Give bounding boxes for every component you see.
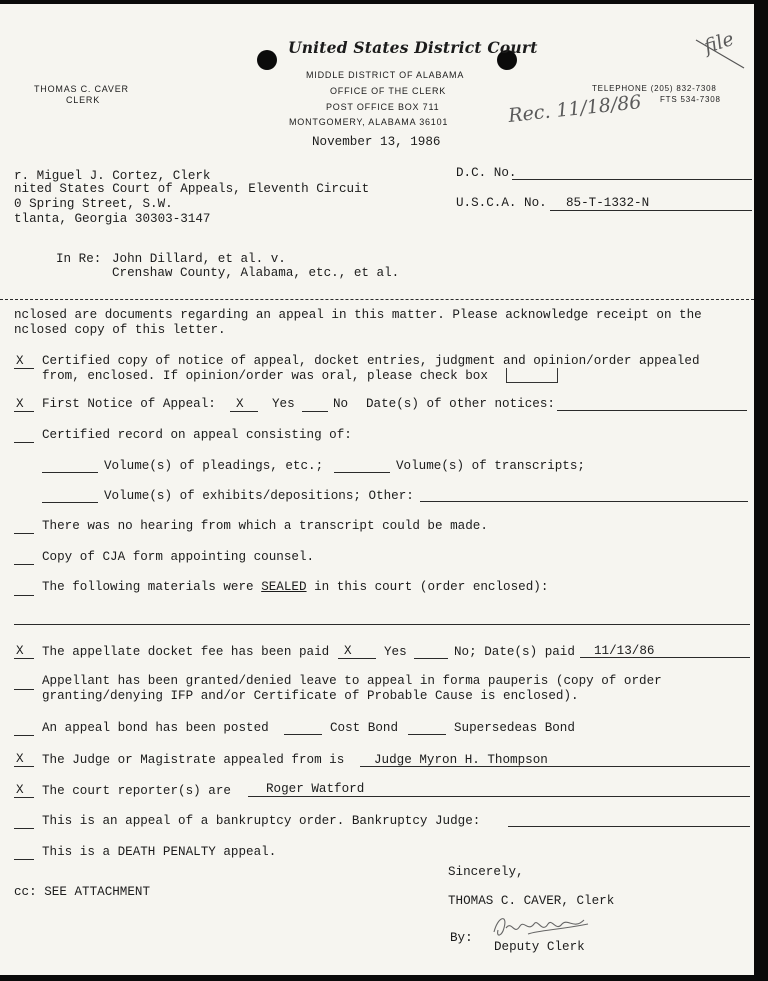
fee-yes: Yes (384, 645, 407, 659)
certified-copy-blank (14, 368, 34, 369)
telephone: TELEPHONE (205) 832-7308 (592, 84, 717, 93)
record-label: Certified record on appeal consisting of: (42, 428, 352, 442)
transcripts-blank (334, 472, 390, 473)
sealed-before: The following materials were (42, 580, 254, 594)
judge-label: The Judge or Magistrate appealed from is (42, 753, 345, 767)
intro-line2: nclosed copy of this letter. (14, 323, 226, 337)
pleadings-blank (42, 472, 98, 473)
bankruptcy: This is an appeal of a bankruptcy order. Bankruptcy Judge: (42, 814, 481, 828)
usca-no-label: U.S.C.A. No. (456, 196, 547, 210)
clerk-name: THOMAS C. CAVER (34, 84, 129, 94)
fee-blank (14, 658, 34, 659)
district: MIDDLE DISTRICT OF ALABAMA (306, 70, 465, 80)
transcripts-label: Volume(s) of transcripts; (396, 459, 585, 473)
fee-no-date: No; Date(s) paid (454, 645, 575, 659)
file-mark (690, 26, 750, 83)
received-mark: Rec. 11/18/86 (507, 91, 643, 127)
fee-no-blank (414, 658, 448, 659)
file-mark-text: file (701, 27, 737, 59)
first-notice-label: First Notice of Appeal: (42, 397, 216, 411)
letter-page (0, 4, 754, 975)
in-re-line1: John Dillard, et al. v. (112, 252, 286, 266)
certified-copy-mark: X (16, 354, 24, 368)
reporter-label: The court reporter(s) are (42, 784, 231, 798)
judge-value: Judge Myron H. Thompson (374, 753, 548, 767)
dc-no-label: D.C. No. (456, 166, 517, 180)
exhibits-label: Volume(s) of exhibits/depositions; Other: (104, 489, 414, 503)
sealed-line (42, 580, 548, 594)
dc-no-line (512, 179, 752, 180)
in-re-label: In Re: (56, 252, 102, 266)
exhibits-blank (42, 502, 98, 503)
reporter-value: Roger Watford (266, 782, 365, 796)
pleadings-label: Volume(s) of pleadings, etc.; (104, 459, 324, 473)
ifp-line1: Appellant has been granted/denied leave to appeal in forma pauperis (copy of order (42, 674, 662, 688)
bankruptcy-judge-line (508, 826, 750, 827)
in-re-line2: Crenshaw County, Alabama, etc., et al. (112, 266, 400, 280)
first-notice-no-blank (302, 411, 328, 412)
cja: Copy of CJA form appointing counsel. (42, 550, 315, 564)
sincerely: Sincerely, (448, 865, 524, 879)
reporter-blank (14, 797, 34, 798)
first-notice-other: Date(s) of other notices: (366, 397, 555, 411)
cost-bond: Cost Bond (330, 721, 399, 735)
first-notice-yes-mark: X (236, 397, 244, 411)
cc-line: cc: SEE ATTACHMENT (14, 885, 151, 899)
bankruptcy-blank (14, 828, 34, 829)
addressee-line1: r. Miguel J. Cortez, Clerk (14, 169, 211, 183)
first-notice-mark: X (16, 397, 24, 411)
fee-yes-blank (338, 658, 376, 659)
no-hearing-blank (14, 533, 34, 534)
sealed-word: SEALED (261, 580, 307, 594)
supersedeas-blank (408, 734, 446, 735)
usca-no-value: 85-T-1332-N (566, 196, 650, 210)
first-notice-yes: Yes (272, 397, 295, 411)
punch-hole-left (257, 50, 277, 70)
other-line (420, 501, 748, 502)
death-penalty: This is a DEATH PENALTY appeal. (42, 845, 277, 859)
judge-blank (14, 766, 34, 767)
cost-bond-blank (284, 734, 322, 735)
death-penalty-blank (14, 859, 34, 860)
signer: THOMAS C. CAVER, Clerk (448, 894, 615, 908)
city: MONTGOMERY, ALABAMA 36101 (289, 117, 449, 127)
oral-checkbox[interactable] (506, 368, 558, 383)
usca-no-line (550, 210, 752, 211)
addressee-line2: nited States Court of Appeals, Eleventh Circuit (14, 182, 370, 196)
judge-line (360, 766, 750, 767)
fts: FTS 534-7308 (660, 95, 721, 104)
clerk-title: CLERK (66, 95, 101, 105)
letter-date: November 13, 1986 (312, 135, 441, 149)
office: OFFICE OF THE CLERK (330, 86, 447, 96)
addressee-line4: tlanta, Georgia 30303-3147 (14, 212, 211, 226)
sealed-materials-line (14, 624, 750, 625)
sealed-after: in this court (order enclosed): (314, 580, 549, 594)
by-label: By: (450, 931, 473, 945)
cja-blank (14, 564, 34, 565)
judge-mark: X (16, 752, 24, 766)
supersedeas-bond: Supersedeas Bond (454, 721, 575, 735)
intro-line1: nclosed are documents regarding an appeal in this matter. Please acknowledge receipt on the (14, 308, 702, 322)
first-notice-no: No (333, 397, 349, 411)
addressee-line3: 0 Spring Street, S.W. (14, 197, 173, 211)
first-notice-blank (14, 411, 34, 412)
other-notices-line (557, 410, 747, 411)
bond-label: An appeal bond has been posted (42, 721, 269, 735)
ifp-blank (14, 689, 34, 690)
fee-date-line (580, 657, 750, 658)
record-blank (14, 442, 34, 443)
fee-date: 11/13/86 (594, 644, 655, 658)
no-hearing: There was no hearing from which a transcript could be made. (42, 519, 488, 533)
certified-copy-line2: from, enclosed. If opinion/order was oral, please check box (42, 369, 488, 383)
reporter-mark: X (16, 783, 24, 797)
certified-copy-line1: Certified copy of notice of appeal, docket entries, judgment and opinion/order appealed (42, 354, 700, 368)
bond-blank (14, 735, 34, 736)
reporter-line (248, 796, 750, 797)
first-notice-yes-blank (230, 411, 258, 412)
fee-label: The appellate docket fee has been paid (42, 645, 330, 659)
sealed-blank (14, 595, 34, 596)
fee-mark: X (16, 644, 24, 658)
signature-scribble-icon (488, 910, 598, 944)
court-name: United States District Court (288, 38, 538, 57)
po-box: POST OFFICE BOX 711 (326, 102, 440, 112)
fee-yes-mark: X (344, 644, 352, 658)
ifp-line2: granting/denying IFP and/or Certificate of Probable Cause is enclosed). (42, 689, 579, 703)
deputy-clerk: Deputy Clerk (494, 940, 585, 954)
section-divider (0, 299, 754, 300)
